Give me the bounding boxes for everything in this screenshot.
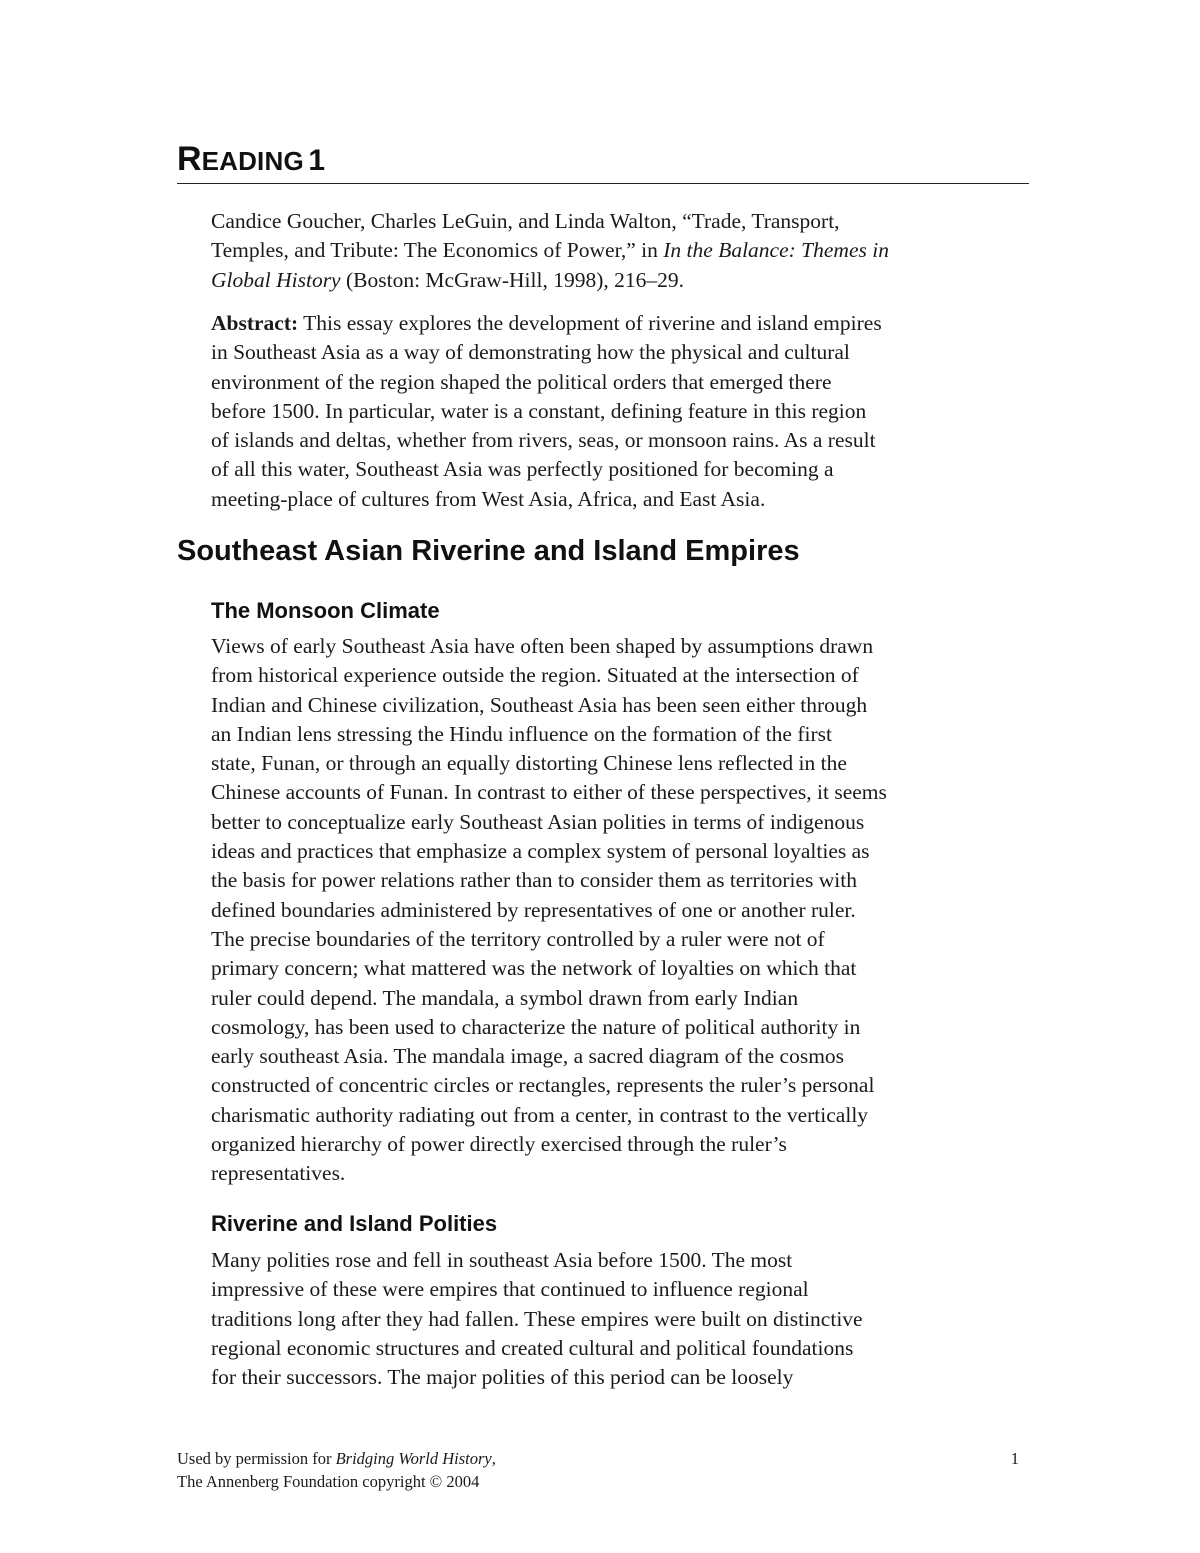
paragraph-line: traditions long after they had fallen. These empires were built on distinctive	[211, 1306, 863, 1331]
citation-line	[211, 236, 1031, 265]
paragraph-line: regional economic structures and created cultural and political foundations	[211, 1335, 854, 1360]
heading-first-letter: R	[177, 140, 202, 178]
paragraph-line: Chinese accounts of Funan. In contrast to either of these perspectives, it seems	[211, 780, 887, 805]
abstract-line	[211, 309, 1031, 338]
citation-line	[211, 266, 1031, 295]
paragraph-line: ruler could depend. The mandala, a symbol drawn from early Indian	[211, 985, 799, 1010]
paragraph-line: the basis for power relations rather than to consider them as territories with	[211, 868, 857, 893]
paragraph-line: for their successors. The major polities of this period can be loosely	[211, 1365, 794, 1390]
abstract-line: meeting-place of cultures from West Asia, Africa, and East Asia.	[211, 486, 766, 511]
heading-rest: EADING	[201, 146, 304, 176]
paragraph-line: organized hierarchy of power directly exercised through the ruler’s	[211, 1132, 787, 1157]
paragraph-line: charismatic authority radiating out from a center, in contrast to the vertically	[211, 1102, 869, 1127]
paragraph-line: cosmology, has been used to characterize the nature of political authority in	[211, 1014, 861, 1039]
page-number: 1	[1010, 1449, 1019, 1468]
citation-text: Temples, and Tribute: The Economics of Power,” in	[211, 238, 664, 263]
reading-heading	[177, 140, 1029, 184]
footer-copyright-line: The Annenberg Foundation copyright © 2004	[177, 1472, 480, 1491]
abstract-line: of islands and deltas, whether from rivers, seas, or monsoon rains. As a result	[211, 428, 876, 453]
paragraph-line: primary concern; what mattered was the network of loyalties on which that	[211, 956, 857, 981]
footer-series-title: Bridging World History	[335, 1449, 492, 1468]
paragraph-line: Views of early Southeast Asia have often been shaped by assumptions drawn	[211, 634, 874, 658]
footer-text: Used by permission for	[177, 1449, 336, 1468]
paragraph-line: representatives.	[211, 1161, 346, 1186]
citation-book-title: Global History	[211, 267, 341, 292]
subheading-monsoon-climate: The Monsoon Climate	[211, 598, 440, 623]
monsoon-paragraph	[211, 632, 1031, 1189]
section-title: Southeast Asian Riverine and Island Empires	[177, 535, 800, 567]
paragraph-line: Many polities rose and fell in southeast Asia before 1500. The most	[211, 1248, 793, 1272]
paragraph-line: Indian and Chinese civilization, Southeast Asia has been seen either through	[211, 692, 868, 717]
paragraph-line: an Indian lens stressing the Hindu influence on the formation of the first	[211, 721, 832, 746]
abstract-line: environment of the region shaped the political orders that emerged there	[211, 369, 832, 394]
paragraph-line: early southeast Asia. The mandala image, a sacred diagram of the cosmos	[211, 1044, 845, 1069]
heading-number: 1	[308, 144, 326, 177]
paragraph-line: ideas and practices that emphasize a complex system of personal loyalties as	[211, 839, 870, 864]
abstract-label: Abstract:	[211, 311, 299, 335]
subheading-riverine-polities: Riverine and Island Polities	[211, 1211, 498, 1236]
page-footer	[177, 1447, 1029, 1493]
riverine-paragraph	[211, 1246, 1031, 1392]
paragraph-line: better to conceptualize early Southeast Asian polities in terms of indigenous	[211, 809, 865, 834]
abstract-line: before 1500. In particular, water is a constant, defining feature in this region	[211, 398, 867, 423]
citation	[211, 207, 1031, 295]
paragraph-line: state, Funan, or through an equally distorting Chinese lens reflected in the	[211, 751, 847, 776]
paragraph-line: constructed of concentric circles or rectangles, represents the ruler’s personal	[211, 1073, 875, 1098]
paragraph-line: The precise boundaries of the territory controlled by a ruler were not of	[211, 926, 825, 951]
abstract-text: This essay explores the development of riverine and island empires	[298, 311, 882, 335]
paragraph-line: impressive of these were empires that continued to influence regional	[211, 1277, 809, 1302]
footer-text: ,	[491, 1449, 496, 1468]
abstract-line: of all this water, Southeast Asia was perfectly positioned for becoming a	[211, 457, 834, 482]
abstract	[211, 309, 1031, 514]
citation-text: (Boston: McGraw-Hill, 1998), 216–29.	[340, 267, 684, 292]
paragraph-line: defined boundaries administered by representatives of one or another ruler.	[211, 897, 856, 922]
paragraph-line: from historical experience outside the region. Situated at the intersection of	[211, 663, 859, 688]
citation-book-title: In the Balance: Themes in	[663, 238, 889, 263]
citation-line: Candice Goucher, Charles LeGuin, and Linda Walton, “Trade, Transport,	[211, 209, 840, 233]
abstract-line: in Southeast Asia as a way of demonstrating how the physical and cultural	[211, 340, 850, 365]
footer-permission-line	[177, 1447, 1029, 1470]
